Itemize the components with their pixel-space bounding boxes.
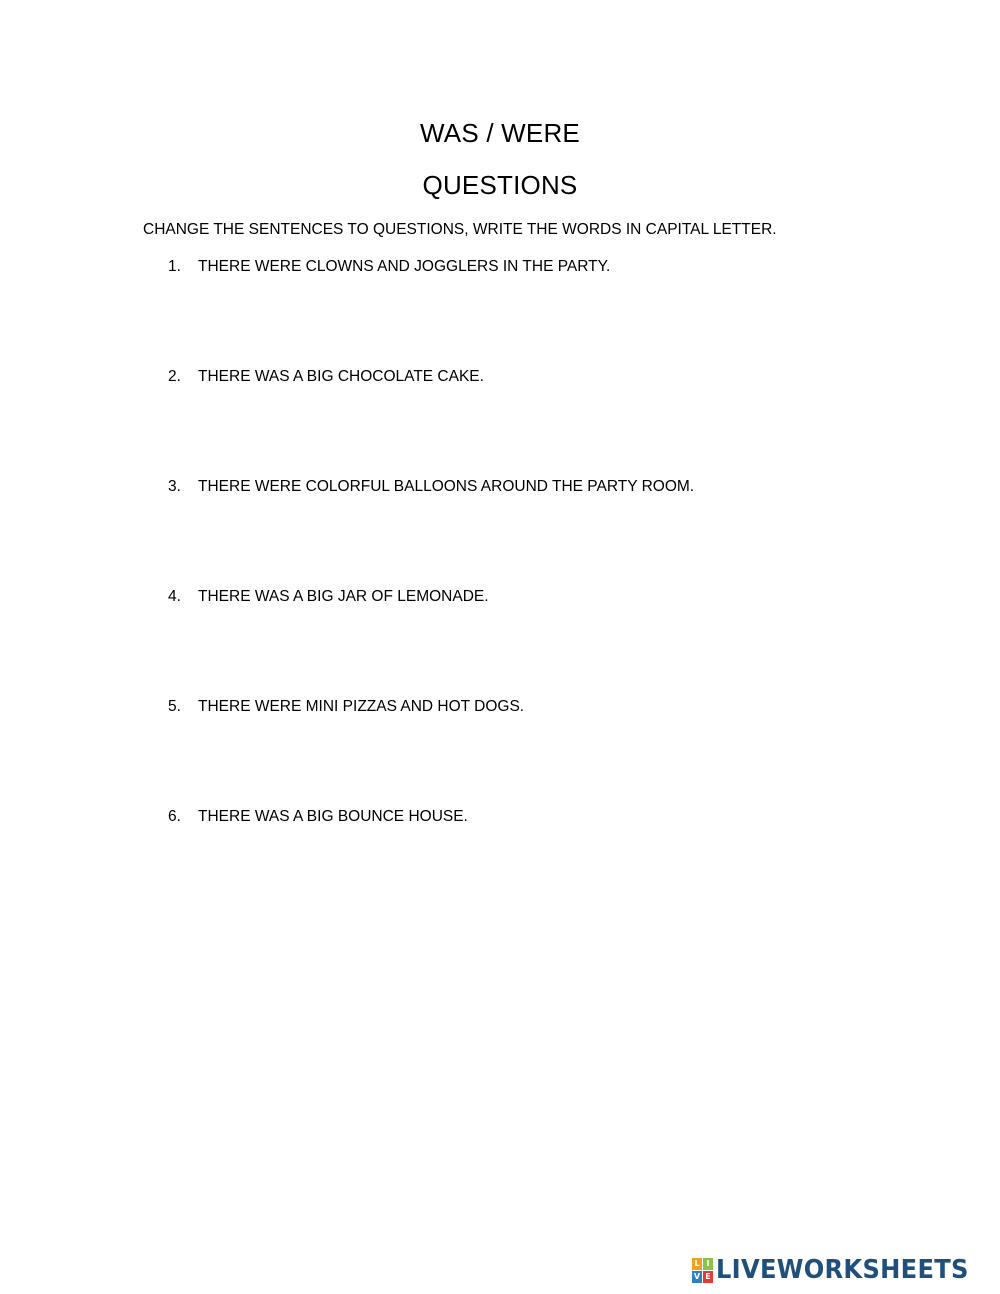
question-item xyxy=(168,257,928,279)
question-text: THERE WAS A BIG CHOCOLATE CAKE. xyxy=(198,368,484,385)
page-subtitle: QUESTIONS xyxy=(422,170,578,200)
logo-mark-letter: L xyxy=(692,1258,702,1270)
question-number: 2. xyxy=(168,368,181,385)
question-text: THERE WAS A BIG JAR OF LEMONADE. xyxy=(198,588,489,605)
liveworksheets-logo xyxy=(692,1256,988,1284)
question-item xyxy=(168,587,928,609)
question-item xyxy=(168,477,928,499)
question-number: 3. xyxy=(168,478,181,495)
question-text: THERE WERE CLOWNS AND JOGGLERS IN THE PARTY. xyxy=(198,258,611,275)
question-text: THERE WERE MINI PIZZAS AND HOT DOGS. xyxy=(198,698,525,715)
page-title: WAS / WERE xyxy=(420,118,580,148)
question-number: 5. xyxy=(168,698,181,715)
question-number: 1. xyxy=(168,258,181,275)
question-item xyxy=(168,367,928,389)
logo-wordmark: LIVEWORKSHEETS xyxy=(716,1255,969,1285)
question-item xyxy=(168,807,928,829)
instructions-text: CHANGE THE SENTENCES TO QUESTIONS, WRITE THE WORDS IN CAPITAL LETTER. xyxy=(143,221,777,238)
question-text: THERE WAS A BIG BOUNCE HOUSE. xyxy=(198,808,468,825)
question-item xyxy=(168,697,928,719)
logo-mark-letter: I xyxy=(703,1258,713,1270)
question-number: 4. xyxy=(168,588,181,605)
liveworksheets-logo-icon xyxy=(692,1258,713,1283)
question-text: THERE WERE COLORFUL BALLOONS AROUND THE PARTY ROOM. xyxy=(198,478,695,495)
logo-mark-letter: E xyxy=(703,1271,713,1283)
logo-mark-letter: V xyxy=(693,1271,701,1281)
question-number: 6. xyxy=(168,808,181,825)
